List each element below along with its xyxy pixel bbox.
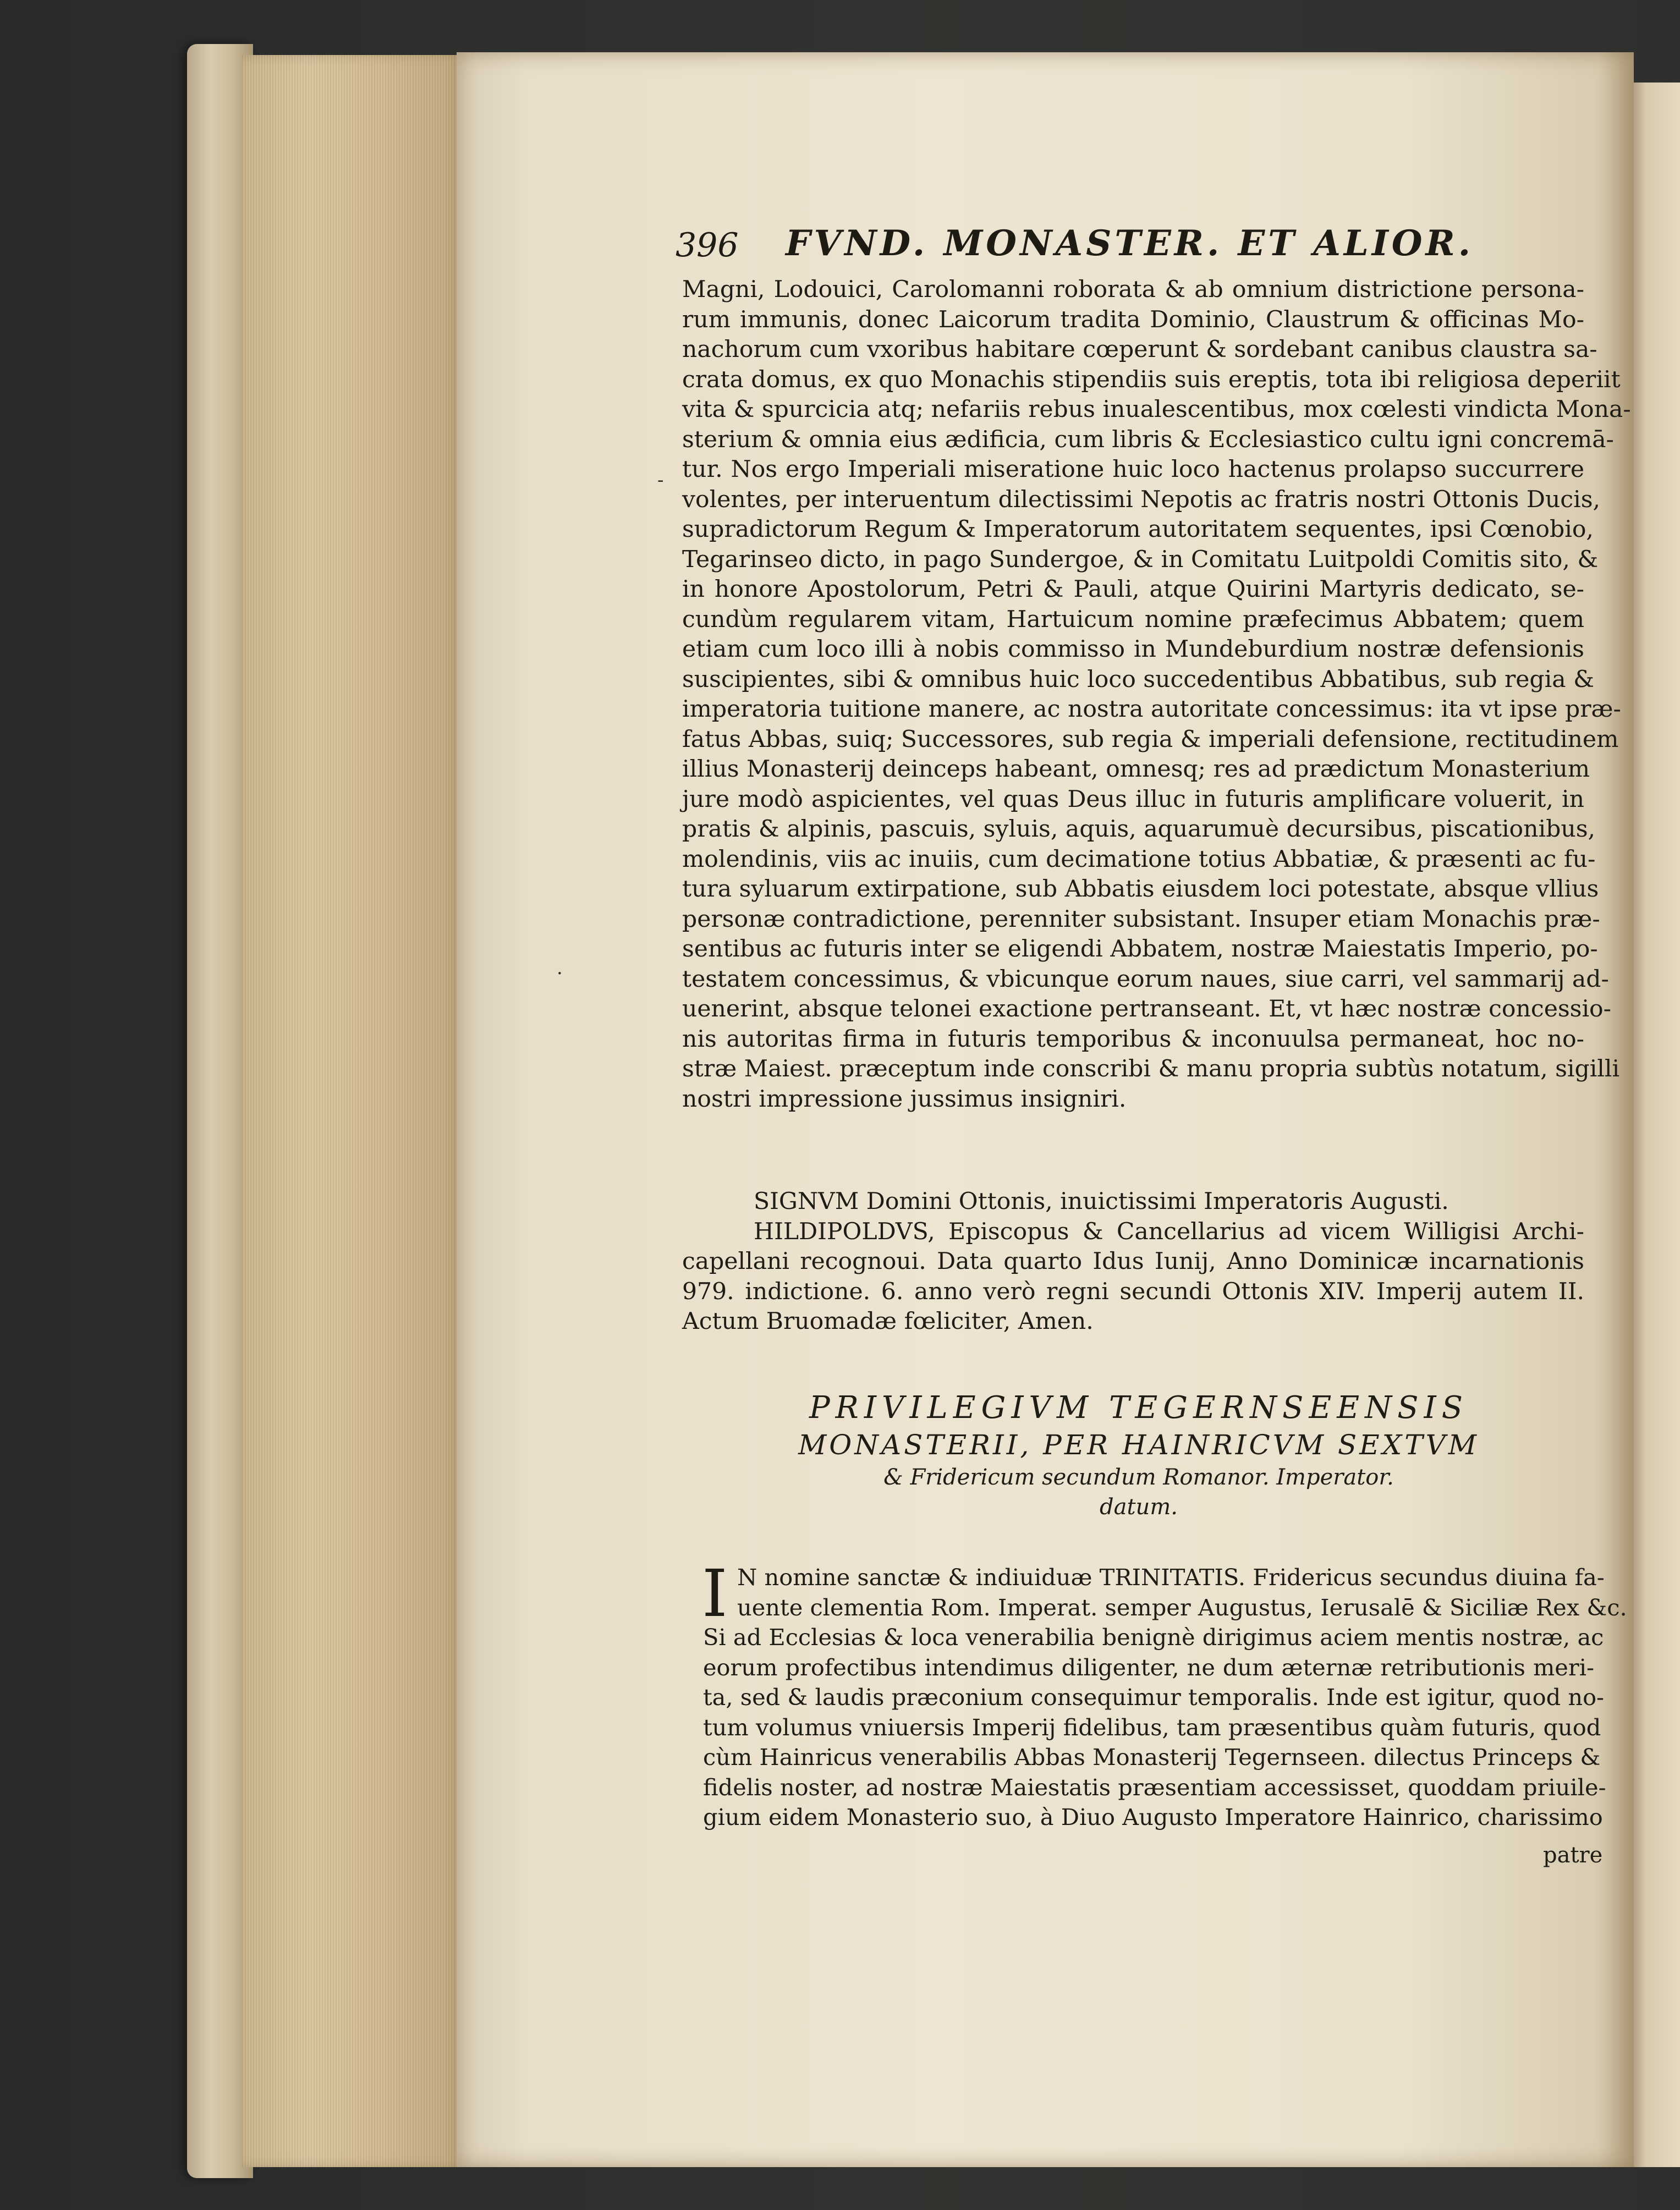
- text-line: uenerint, absque telonei exactione pertranseant. Et, vt hæc nostræ concessio-: [682, 996, 1612, 1022]
- text-line: nachorum cum vxoribus habitare cœperunt & sordebant canibus claustra sa-: [682, 336, 1597, 363]
- text-line: volentes, per interuentum dilectissimi Nepotis ac fratris nostri Ottonis Ducis,: [682, 486, 1601, 513]
- text-line: Si ad Ecclesias & loca venerabilia benignè dirigimus aciem mentis nostræ, ac: [703, 1624, 1604, 1651]
- text-line: ta, sed & laudis præconium consequimur temporalis. Inde est igitur, quod no-: [703, 1684, 1605, 1711]
- catchword: patre: [1543, 1843, 1603, 1868]
- signum-line: SIGNVM Domini Ottonis, inuictissimi Imperatoris Augusti.: [754, 1188, 1449, 1215]
- text-line: stræ Maiest. præceptum inde conscribi & manu propria subtùs notatum, sigilli: [682, 1055, 1620, 1082]
- charter-1-text: [682, 275, 1631, 1114]
- text-line: eorum profectibus intendimus diligenter, ne dum æternæ retributionis meri-: [703, 1653, 1594, 1681]
- text-line: imperatoria tuitione manere, ac nostra autoritate concessimus: ita vt ipse præ-: [682, 696, 1621, 723]
- facing-page-edge: [1631, 83, 1680, 2167]
- signum-line: capellani recognoui. Data quarto Idus Iunij, Anno Dominicæ incarnationis: [682, 1248, 1584, 1275]
- text-line: rum immunis, donec Laicorum tradita Dominio, Claustrum & officinas Mo-: [682, 306, 1584, 333]
- text-line: fidelis noster, ad nostræ Maiestatis præsentiam accessisset, quoddam priuile-: [703, 1773, 1606, 1801]
- text-line: Magni, Lodouici, Carolomanni roborata & ab omnium districtione persona-: [682, 276, 1584, 303]
- text-line: tum volumus vniuersis Imperij fidelibus, tam præsentibus quàm futuris, quod: [703, 1713, 1601, 1741]
- running-head: [676, 223, 1589, 272]
- margin-mark: ·: [557, 963, 563, 985]
- text-line: pratis & alpinis, pascuis, syluis, aquis, aquarumuè decursibus, piscationibus,: [682, 816, 1596, 843]
- text-line: cundùm regularem vitam, Hartuicum nomine præfecimus Abbatem; quem: [682, 606, 1584, 633]
- text-line: tur. Nos ergo Imperiali miseratione huic loco hactenus prolapso succurrere: [682, 456, 1584, 483]
- text-line: nis autoritas firma in futuris temporibus & inconuulsa permaneat, hoc no-: [682, 1025, 1584, 1053]
- text-line: N nomine sanctæ & indiuiduæ TRINITATIS. Fridericus secundus diuina fa-: [737, 1564, 1605, 1591]
- heading-line-3: & Fridericum secundum Romanor. Imperator.: [883, 1465, 1394, 1490]
- text-line: in honore Apostolorum, Petri & Pauli, atque Quirini Martyris dedicato, se-: [682, 576, 1584, 603]
- signum-block: [682, 1187, 1584, 1337]
- text-line: gium eidem Monasterio suo, à Diuo Augusto Imperatore Hainrico, charissimo: [703, 1804, 1603, 1830]
- section-heading: [699, 1389, 1579, 1522]
- running-head-title: FVND. MONASTER. ET ALIOR.: [786, 223, 1474, 264]
- text-line: suscipientes, sibi & omnibus huic loco succedentibus Abbatibus, sub regia &: [682, 666, 1594, 693]
- heading-line-1: PRIVILEGIVM TEGERNSEENSIS: [809, 1390, 1468, 1426]
- margin-mark: -: [657, 469, 664, 491]
- text-line: nostri impressione jussimus insigniri.: [682, 1085, 1127, 1113]
- text-line: jure modò aspicientes, vel quas Deus illuc in futuris amplificare voluerit, in: [682, 785, 1584, 813]
- text-line: supradictorum Regum & Imperatorum autoritatem sequentes, ipsi Cœnobio,: [682, 516, 1594, 543]
- page-number: 396: [676, 226, 739, 265]
- text-line: fatus Abbas, suiq; Successores, sub regia & imperiali defensione, rectitudinem: [682, 725, 1619, 753]
- text-line: tura syluarum extirpatione, sub Abbatis eiusdem loci potestate, absque vllius: [682, 876, 1599, 903]
- text-line: sterium & omnia eius ædificia, cum libris & Ecclesiastico cultu igni concremā-: [682, 426, 1614, 453]
- heading-line-2: MONASTERII, PER HAINRICVM SEXTVM: [798, 1429, 1479, 1461]
- page-edges-stack: [242, 55, 462, 2167]
- text-line: testatem concessimus, & vbicunque eorum naues, siue carri, vel sammarij ad-: [682, 965, 1609, 993]
- text-line: vita & spurcicia atq; nefariis rebus inualescentibus, mox cœlesti vindicta Mona-: [682, 396, 1631, 423]
- signum-line: HILDIPOLDVS, Episcopus & Cancellarius ad vicem Willigisi Archi-: [754, 1218, 1584, 1245]
- text-line: Tegarinseo dicto, in pago Sundergoe, & in Comitatu Luitpoldi Comitis sito, &: [682, 546, 1599, 573]
- text-line: personæ contradictione, perenniter subsistant. Insuper etiam Monachis præ-: [682, 905, 1600, 933]
- text-line: uente clementia Rom. Imperat. semper Augustus, Ierusalē & Siciliæ Rex &c.: [737, 1593, 1627, 1621]
- charter-2-text: [702, 1555, 1627, 1832]
- heading-line-4: datum.: [1100, 1494, 1178, 1520]
- text-line: cùm Hainricus venerabilis Abbas Monasterij Tegernseen. dilectus Princeps &: [703, 1744, 1601, 1771]
- drop-cap: I: [702, 1555, 728, 1631]
- text-line: sentibus ac futuris inter se eligendi Abbatem, nostræ Maiestatis Imperio, po-: [682, 936, 1598, 963]
- signum-line: Actum Bruomadæ fœliciter, Amen.: [682, 1308, 1094, 1335]
- text-line: crata domus, ex quo Monachis stipendiis suis ereptis, tota ibi religiosa deperiit: [682, 366, 1621, 393]
- text-line: etiam cum loco illi à nobis commisso in Mundeburdium nostræ defensionis: [682, 636, 1584, 663]
- signum-line: 979. indictione. 6. anno verò regni secundi Ottonis XIV. Imperij autem II.: [682, 1278, 1584, 1305]
- text-line: illius Monasterij deinceps habeant, omnesq; res ad prædictum Monasterium: [682, 756, 1590, 783]
- text-line: molendinis, viis ac inuiis, cum decimatione totius Abbatiæ, & præsenti ac fu-: [682, 845, 1596, 873]
